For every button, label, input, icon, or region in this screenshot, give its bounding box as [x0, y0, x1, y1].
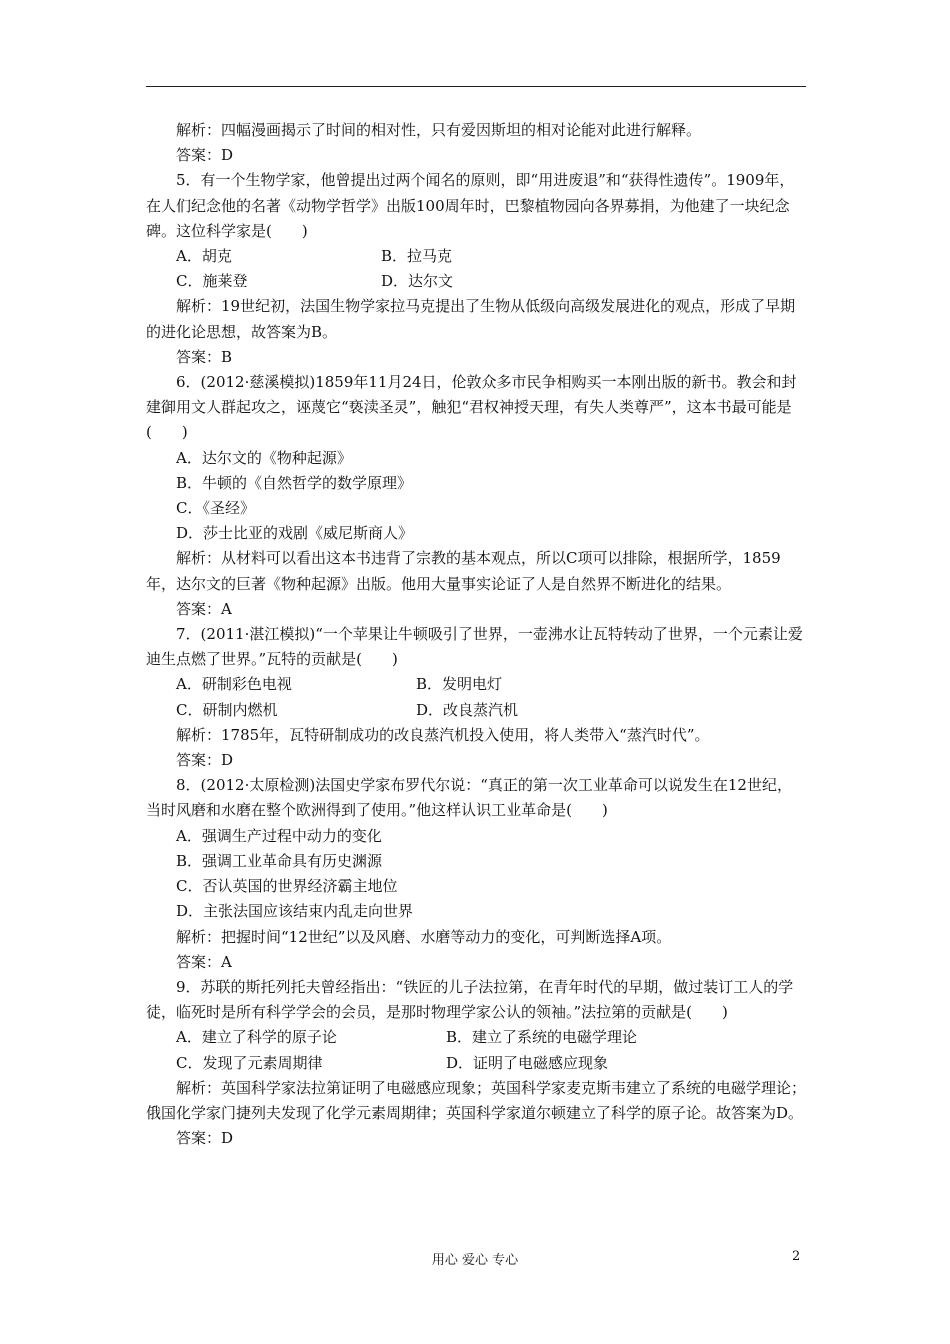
q5-answer: 答案：B: [176, 347, 233, 366]
q7-answer: 答案：D: [176, 751, 234, 770]
q6-option-c: C．《圣经》: [176, 499, 255, 518]
q5-option-b: B．拉马克: [381, 247, 453, 266]
footer-motto: 用心 爱心 专心: [431, 1253, 519, 1268]
q8-option-a: A．强调生产过程中动力的变化: [176, 826, 382, 845]
q6-option-a: A．达尔文的《物种起源》: [176, 448, 352, 467]
q8-explanation: 解析：把握时间“12世纪”以及风磨、水磨等动力的变化，可判断选择A项。: [176, 927, 672, 946]
q7-stem: 7．(2011·湛江模拟)“一个苹果让牛顿吸引了世界，一壶沸水让瓦特转动了世界，一个元素让爱迪生点燃了世界。”瓦特的贡献是( ): [146, 625, 803, 669]
q5-stem: 5．有一个生物学家，他曾提出过两个闻名的原则，即“用进废退”和“获得性遗传”。1909年，在人们纪念他的名著《动物学哲学》出版100周年时，巴黎植物园向各界募捐，为他建了一块纪念碑。这位科学家是( ): [146, 171, 795, 240]
q5-option-c: C．施莱登: [176, 272, 248, 291]
q9-options-row2: [146, 1051, 806, 1076]
q9-option-a: A．建立了科学的原子论: [176, 1028, 337, 1047]
q9-stem: 9．苏联的斯托列托夫曾经指出：“铁匠的儿子法拉第，在青年时代的早期，做过装订工人的学徒，临死时是所有科学学会的会员，是那时物理学家公认的领袖。”法拉第的贡献是( ): [146, 977, 794, 1022]
q5-options-row2: [146, 269, 806, 294]
q6-answer: 答案：A: [176, 599, 232, 618]
q5-options-row1: [146, 244, 806, 269]
q6-option-d: D．莎士比亚的戏剧《威尼斯商人》: [176, 524, 414, 543]
q8-answer: 答案：A: [176, 952, 232, 971]
q4-explanation: 解析：四幅漫画揭示了时间的相对性，只有爱因斯坦的相对论能对此进行解释。: [176, 121, 702, 139]
q7-options-row2: [146, 698, 806, 723]
q9-answer: 答案：D: [176, 1129, 234, 1148]
q6-option-b: B．牛顿的《自然哲学的数学原理》: [176, 473, 413, 492]
q9-option-b: B．建立了系统的电磁学理论: [446, 1028, 638, 1047]
page-number: 2: [792, 1249, 801, 1264]
q9-option-d: D．证明了电磁感应现象: [446, 1053, 609, 1072]
page-content: [146, 118, 806, 1151]
q7-option-d: D．改良蒸汽机: [416, 700, 519, 719]
q8-stem: 8．(2012·太原检测)法国史学家布罗代尔说：“真正的第一次工业革命可以说发生在12世纪，当时风磨和水磨在整个欧洲得到了使用。”他这样认识工业革命是( ): [146, 776, 792, 820]
q8-option-b: B．强调工业革命具有历史渊源: [176, 851, 383, 870]
q7-options-row1: [146, 672, 806, 697]
q9-options-row1: [146, 1025, 806, 1050]
q6-stem: 6．(2012·慈溪模拟)1859年11月24日，伦敦众多市民争相购买一本刚出版的新书。教会和封建御用文人群起攻之，诬蔑它“亵渎圣灵”，触犯“君权神授天理，有失人类尊严”，这本书最可能是( ): [146, 373, 797, 442]
q5-explanation: 解析：19世纪初，法国生物学家拉马克提出了生物从低级向高级发展进化的观点，形成了早期的进化论思想，故答案为B。: [146, 297, 796, 341]
q7-explanation: 解析：1785年，瓦特研制成功的改良蒸汽机投入使用，将人类带入“蒸汽时代”。: [176, 725, 710, 744]
q7-option-c: C．研制内燃机: [176, 700, 278, 719]
q9-option-c: C．发现了元素周期律: [176, 1053, 323, 1072]
q9-explanation: 解析：英国科学家法拉第证明了电磁感应现象；英国科学家麦克斯韦建立了系统的电磁学理论；俄国化学家门捷列夫发现了化学元素周期律；英国科学家道尔顿建立了科学的原子论。故答案为D。: [146, 1078, 807, 1122]
q7-option-b: B．发明电灯: [416, 675, 503, 694]
q4-answer: 答案：D: [176, 146, 234, 165]
header-rule: [146, 86, 806, 87]
q7-option-a: A．研制彩色电视: [176, 675, 292, 694]
q8-option-d: D．主张法国应该结束内乱走向世界: [176, 902, 414, 921]
q5-option-d: D．达尔文: [381, 272, 454, 291]
q8-option-c: C．否认英国的世界经济霸主地位: [176, 877, 398, 896]
q5-option-a: A．胡克: [176, 247, 232, 266]
q6-explanation: 解析：从材料可以看出这本书违背了宗教的基本观点，所以C项可以排除，根据所学，1859年，达尔文的巨著《物种起源》出版。他用大量事实论证了人是自然界不断进化的结果。: [146, 549, 781, 593]
